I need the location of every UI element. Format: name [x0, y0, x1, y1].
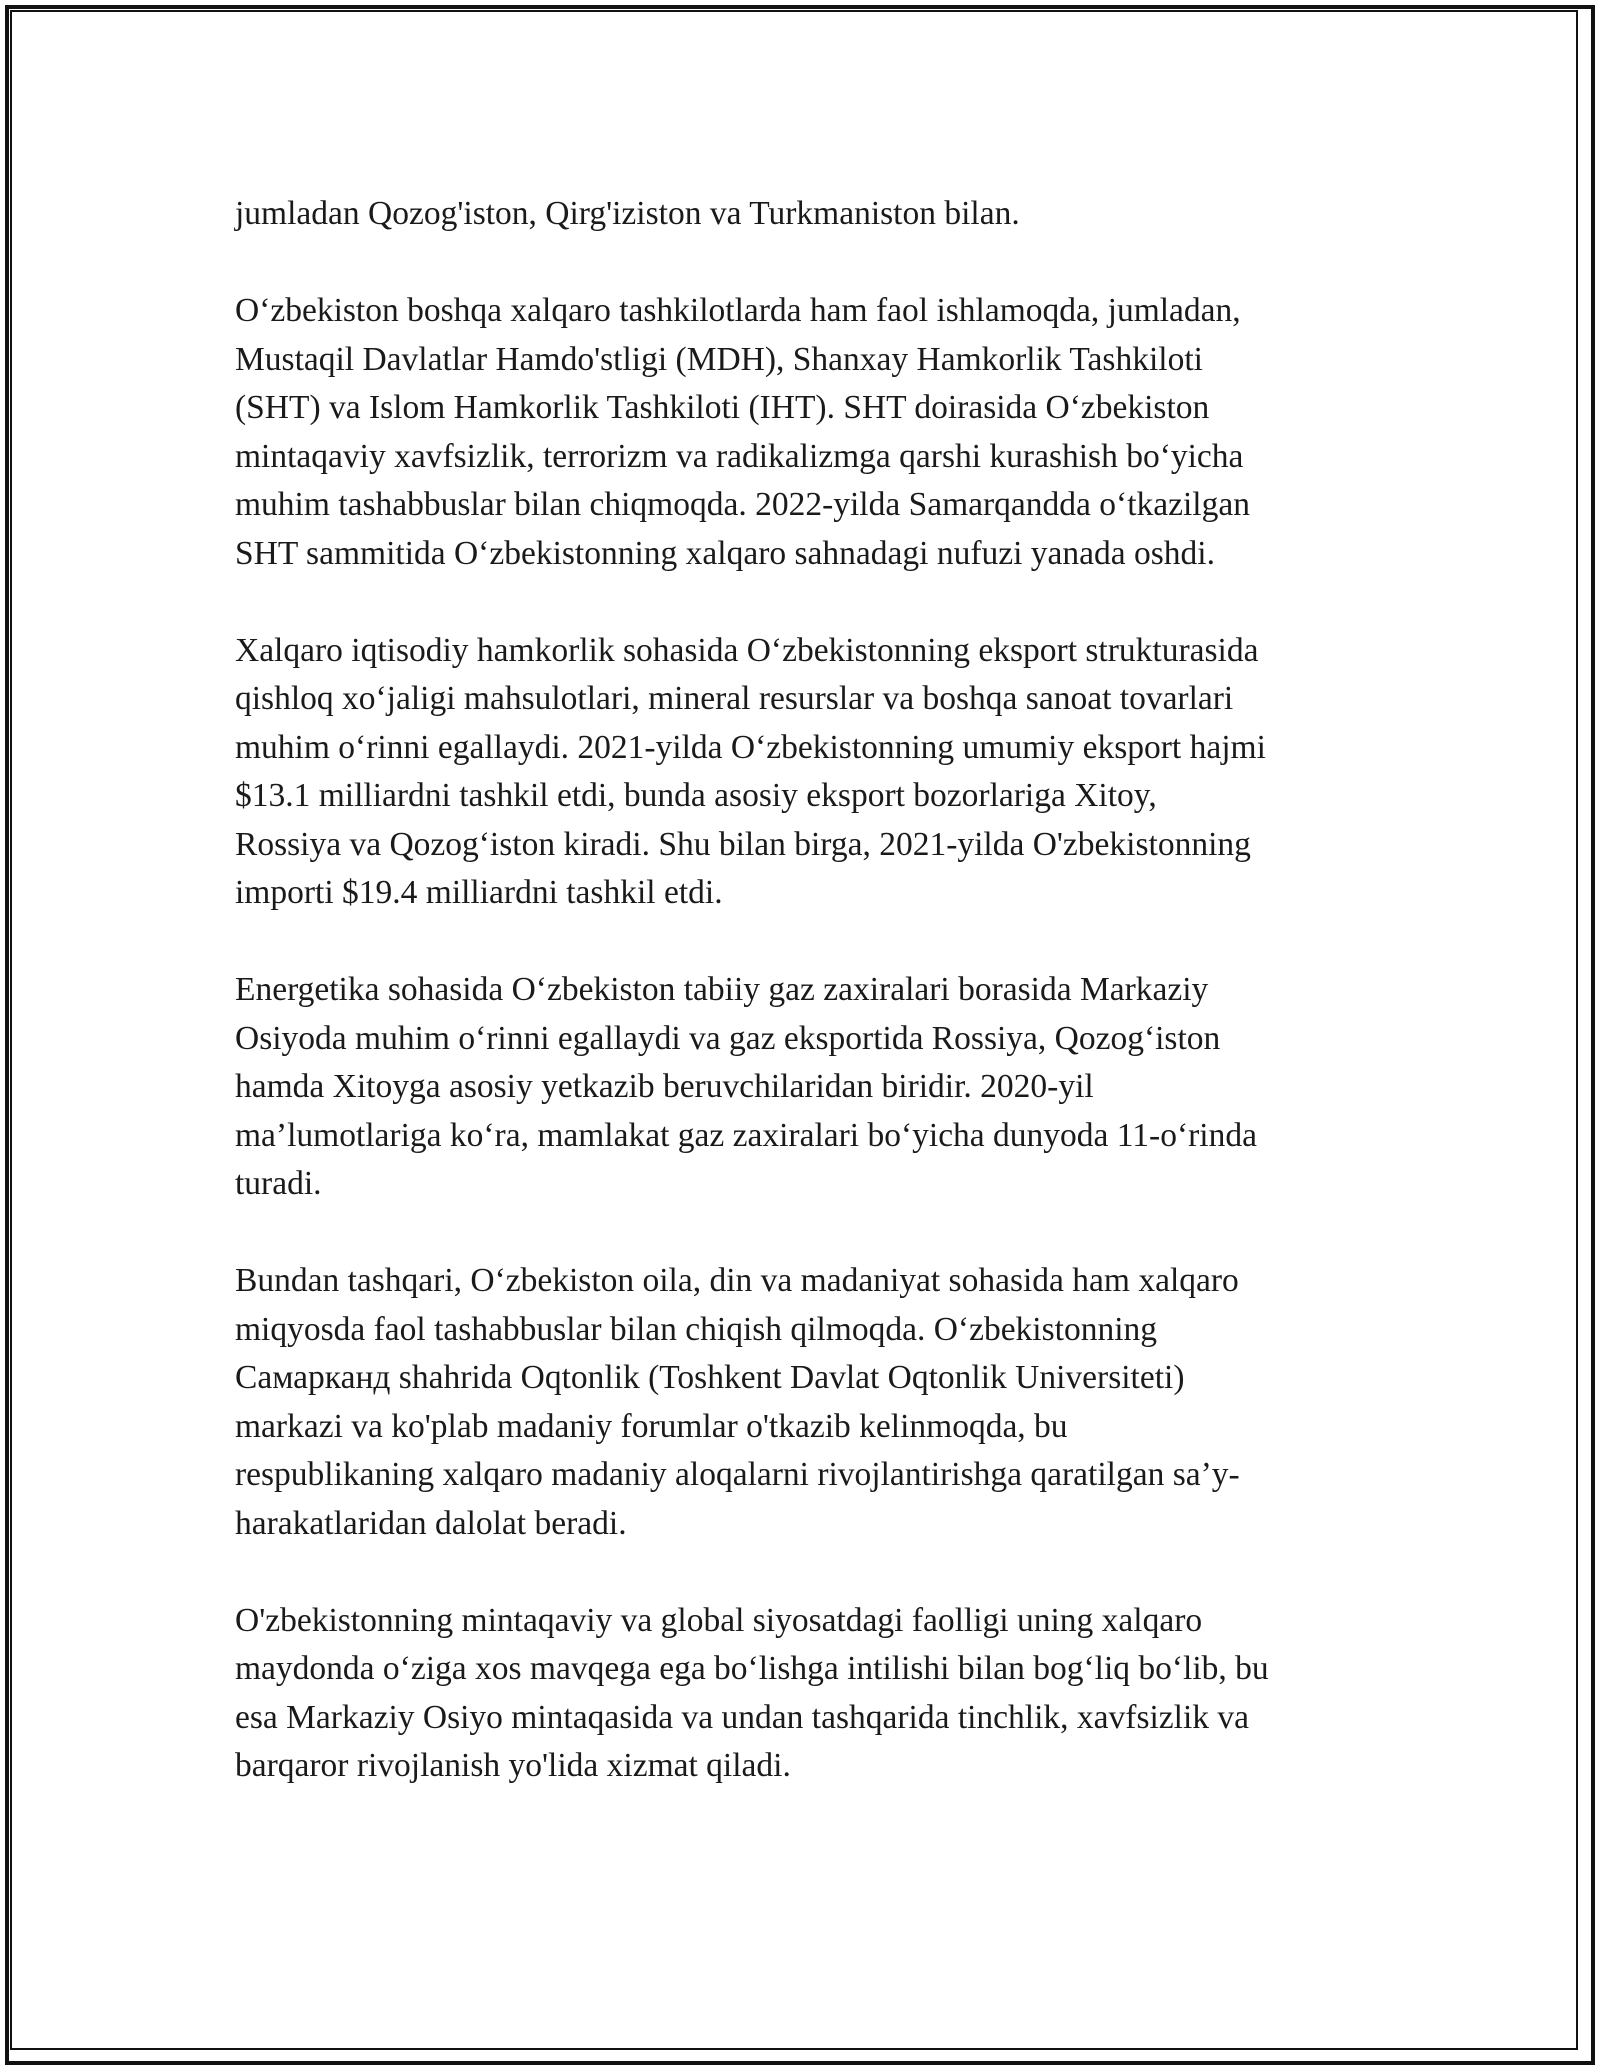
paragraph-5 — [235, 1257, 1375, 1548]
paragraph-3 — [235, 627, 1375, 918]
text-line: (SHT) va Islom Hamkorlik Tashkiloti (IHT). SHT doirasida O‘zbekiston — [235, 389, 1210, 426]
text-line: hamda Xitoyga asosiy yetkazib beruvchilaridan biridir. 2020-yil — [235, 1068, 1094, 1105]
text-line: Самарканд shahrida Oqtonlik (Toshkent Davlat Oqtonlik Universiteti) — [235, 1359, 1185, 1396]
paragraph-1 — [235, 190, 1375, 239]
text-line: Energetika sohasida O‘zbekiston tabiiy gaz zaxiralari borasida Markaziy — [235, 971, 1209, 1008]
text-line: muhim o‘rinni egallaydi. 2021-yilda O‘zbekistonning umumiy eksport hajmi — [235, 728, 1266, 766]
text-line: Xalqaro iqtisodiy hamkorlik sohasida O‘zbekistonning eksport strukturasida — [235, 631, 1259, 669]
paragraph-6 — [235, 1597, 1375, 1791]
text-line: Mustaqil Davlatlar Hamdo'stligi (MDH), Shanxay Hamkorlik Tashkiloti — [235, 340, 1203, 378]
text-line: jumladan Qozog'iston, Qirg'iziston va Turkmaniston bilan. — [235, 195, 1020, 232]
text-line: barqaror rivojlanish yo'lida xizmat qiladi. — [235, 1747, 791, 1784]
text-line: ma’lumotlariga ko‘ra, mamlakat gaz zaxiralari bo‘yicha dunyoda 11-o‘rinda — [235, 1116, 1257, 1154]
text-line: muhim tashabbuslar bilan chiqmoqda. 2022-yilda Samarqandda o‘tkazilgan — [235, 486, 1250, 523]
text-line: SHT sammitida O‘zbekistonning xalqaro sahnadagi nufuzi yanada oshdi. — [235, 534, 1215, 572]
text-line: markazi va ko'plab madaniy forumlar o'tkazib kelinmoqda, bu — [235, 1407, 1068, 1445]
text-line: turadi. — [235, 1165, 322, 1202]
text-line: mintaqaviy xavfsizlik, terrorizm va radikalizmga qarshi kurashish bo‘yicha — [235, 437, 1244, 475]
text-line: O‘zbekiston boshqa xalqaro tashkilotlarda ham faol ishlamoqda, jumladan, — [235, 292, 1241, 329]
text-line: O'zbekistonning mintaqaviy va global siyosatdagi faolligi uning xalqaro — [235, 1601, 1203, 1639]
document-body — [235, 190, 1375, 1839]
text-line: qishloq xo‘jaligi mahsulotlari, mineral resurslar va boshqa sanoat tovarlari — [235, 680, 1234, 717]
text-line: respublikaning xalqaro madaniy aloqalarni rivojlantirishga qaratilgan sa’y- — [235, 1456, 1240, 1493]
text-line: esa Markaziy Osiyo mintaqasida va undan tashqarida tinchlik, xavfsizlik va — [235, 1698, 1250, 1736]
text-line: harakatlaridan dalolat beradi. — [235, 1504, 627, 1542]
text-line: Rossiya va Qozog‘iston kiradi. Shu bilan birga, 2021-yilda O'zbekistonning — [235, 825, 1251, 863]
paragraph-4 — [235, 966, 1375, 1209]
paragraph-2 — [235, 287, 1375, 578]
text-line: miqyosda faol tashabbuslar bilan chiqish qilmoqda. O‘zbekistonning — [235, 1310, 1158, 1348]
text-line: Bundan tashqari, O‘zbekiston oila, din va madaniyat sohasida ham xalqaro — [235, 1262, 1239, 1299]
text-line: importi $19.4 milliardni tashkil etdi. — [235, 874, 723, 911]
text-line: maydonda o‘ziga xos mavqega ega bo‘lishga intilishi bilan bog‘liq bo‘lib, bu — [235, 1650, 1269, 1687]
text-line: $13.1 milliardni tashkil etdi, bunda asosiy eksport bozorlariga Xitoy, — [235, 777, 1157, 814]
text-line: Osiyoda muhim o‘rinni egallaydi va gaz eksportida Rossiya, Qozog‘iston — [235, 1019, 1221, 1057]
